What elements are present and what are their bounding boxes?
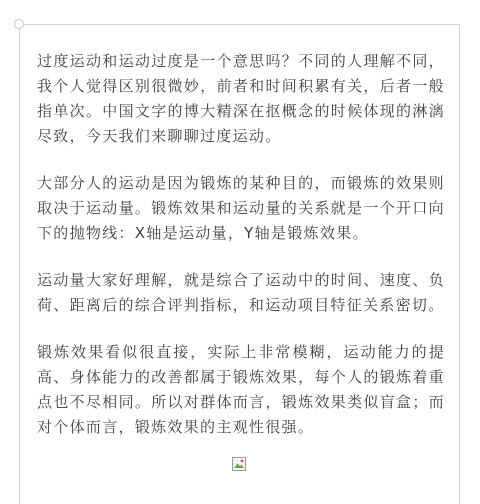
- paragraph-3: 运动量大家好理解，就是综合了运动中的时间、速度、负荷、距离后的综合评判指标，和运动项目特征关系密切。: [37, 271, 445, 314]
- paragraph-2: 大部分人的运动是因为锻炼的某种目的，而锻炼的效果则取决于运动量。锻炼效果和运动量的关系就是一个开口向下的抛物线：X轴是运动量，Y轴是锻炼效果。: [37, 174, 445, 242]
- article-body: [37, 49, 445, 462]
- paragraph-4: 锻炼效果看似很直接，实际上非常模糊，运动能力的提高、身体能力的改善都属于锻炼效果，每个人的锻炼着重点也不尽相同。所以对群体而言，锻炼效果类似盲盒；而对个体而言，锻炼效果的主观性很强。: [37, 343, 445, 436]
- paragraph-1: 过度运动和运动过度是一个意思吗？不同的人理解不同，我个人觉得区别很微妙，前者和时间积累有关，后者一般指单次。中国文字的博大精深在抠概念的时候体现的淋漓尽致，今天我们来聊聊过度运动。: [37, 52, 445, 145]
- broken-image-icon[interactable]: [232, 456, 246, 470]
- frame-corner-dot: [14, 19, 24, 29]
